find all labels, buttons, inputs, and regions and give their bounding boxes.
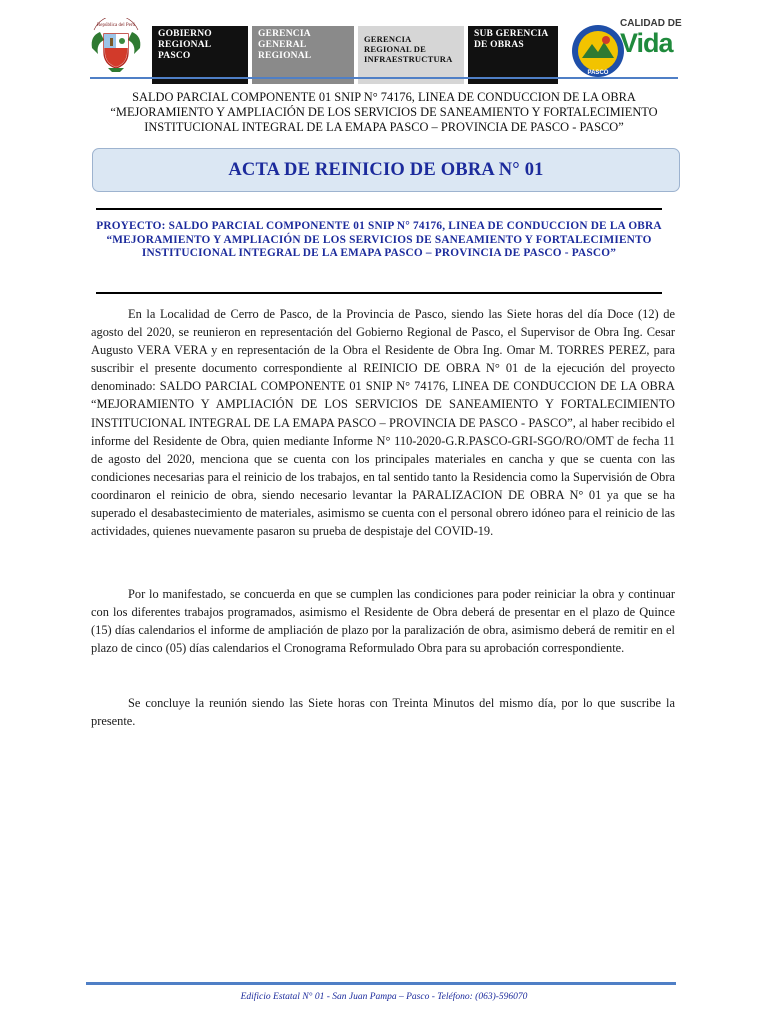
header-box-gerencia-infraestructura: GERENCIA REGIONAL DE INFRAESTRUCTURA: [358, 26, 464, 84]
title-box: [92, 148, 680, 192]
body-paragraph-3: Se concluye la reunión siendo las Siete horas con Treinta Minutos del mismo día, por lo que suscribe la presente.: [91, 696, 675, 729]
vida-small-text: CALIDAD DE: [620, 18, 682, 29]
header-box-sub-gerencia-obras: SUB GERENCIA DE OBRAS: [468, 26, 558, 84]
document-subject: SALDO PARCIAL COMPONENTE 01 SNIP N° 74176, LINEA DE CONDUCCION DE LA OBRA “MEJORAMIENTO Y AMPLIACIÓN DE LOS SERVICIOS DE SANEAMIENTO Y FORTALECIMIENTO INSTITUCIONAL INTEGRAL DE LA EMAPA PASCO – PROVINCIA DE PASCO - PASCO”: [110, 90, 658, 134]
document-title: ACTA DE REINICIO DE OBRA N° 01: [228, 159, 544, 180]
footer-address: Edificio Estatal N° 01 - San Juan Pampa – Pasco - Teléfono: (063)-596070: [240, 992, 528, 1002]
project-rule-bottom: [96, 292, 662, 294]
header-divider: [90, 77, 678, 79]
letterhead: [86, 14, 682, 76]
footer-divider: [86, 982, 676, 985]
project-rule-top: [96, 208, 662, 210]
header-box-gobierno-regional: GOBIERNO REGIONAL PASCO: [152, 26, 248, 84]
body-paragraph-1: En la Localidad de Cerro de Pasco, de la Provincia de Pasco, siendo las Siete horas del día Doce (12) de agosto del 2020, se reunieron en representación del Gobierno Regional de Pasco, el Supervisor de Obra Ing. Cesar Augusto VERA VERA y en representación de la Obra el Residente de Obra Ing. Omar M. TORRES PEREZ, para suscribir el presente documento correspondiente al REINICIO DE OBRA N° 01 de la ejecución del proyecto denominado: SALDO PARCIAL COMPONENTE 01 SNIP N° 74176, LINEA DE CONDUCCION DE LA OBRA “MEJORAMIENTO Y AMPLIACIÓN DE LOS SERVICIOS DE SANEAMIENTO Y FORTALECIMIENTO INSTITUCIONAL INTEGRAL DE LA EMAPA PASCO – PROVINCIA DE PASCO - PASCO”, al haber recibido el informe del Residente de Obra, quien mediante Informe N° 110-2020-G.R.PASCO-GRI-SGO/RO/OMT de fecha 11 de agosto del 2020, menciona que se cuenta con los principales materiales en cancha y que se cuenta con las condiciones necesarias para el reinicio de los trabajos, en tal sentido tanto la Residencia como la Supervisión de Obra coordinaron el reinicio de obra, siendo necesario levantar la PARALIZACION DE OBRA N° 01 ya que se ha superado el desabastecimiento de materiales, asimismo se cuenta con el personal obrero idóneo para el reinicio de las actividades, quienes nuevamente pasaron su prueba de despistaje del COVID-19.: [91, 307, 675, 539]
gobierno-regional-pasco-seal-icon: [570, 22, 626, 80]
body-paragraph-2: Por lo manifestado, se concuerda en que se cumplen las condiciones para poder reiniciar la obra y continuar con los diferentes trabajos programados, asimismo el Residente de Obra deberá de presentar en el plazo de Quince (15) días calendarios el informe de ampliación de plazo por la paralización de obra, asimismo deberá de remitir en el plazo de cinco (05) días calendarios el Cronograma Reformulado Obra para su aprobación correspondiente.: [91, 587, 675, 656]
calidad-de-vida-logo: [620, 18, 682, 76]
vida-big-text: Vida: [620, 28, 673, 58]
project-heading: PROYECTO: SALDO PARCIAL COMPONENTE 01 SNIP N° 74176, LINEA DE CONDUCCION DE LA OBRA “MEJORAMIENTO Y AMPLIACIÓN DE LOS SERVICIOS DE SANEAMIENTO Y FORTALECIMIENTO INSTITUCIONAL INTEGRAL DE LA EMAPA PASCO – PROVINCIA DE PASCO - PASCO”: [96, 220, 662, 259]
header-box-gerencia-general: GERENCIA GENERAL REGIONAL: [252, 26, 354, 84]
peru-coat-of-arms-icon: [86, 18, 146, 74]
escudo-caption: República del Perú: [96, 23, 136, 28]
pasco-seal-text: PASCO: [587, 70, 609, 76]
